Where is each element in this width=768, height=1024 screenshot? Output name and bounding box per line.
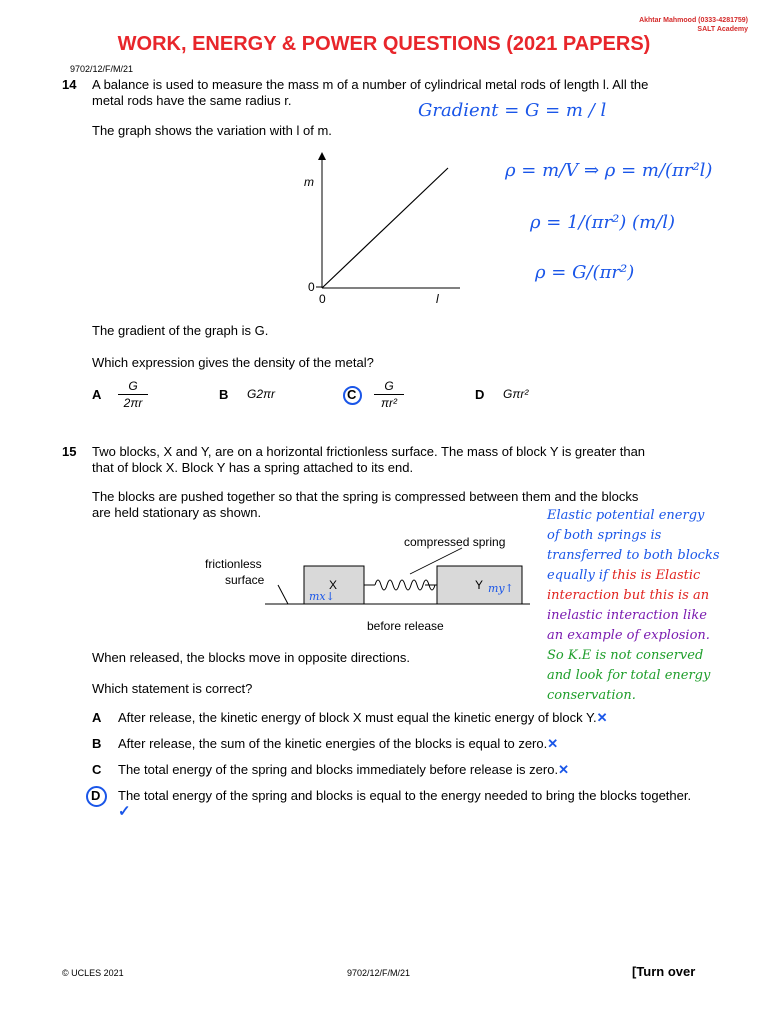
q15-line-2: that of block X. Block Y has a spring attached to its end. bbox=[92, 460, 414, 475]
cross-mark-b: ✕ bbox=[547, 736, 559, 751]
handwritten-notes bbox=[547, 506, 762, 706]
note-blue-2: of both springs is bbox=[547, 528, 662, 543]
hw-mass-x: mx↓ bbox=[309, 590, 335, 603]
surface-label-2: surface bbox=[225, 573, 265, 587]
hw-mass-y: my↑ bbox=[488, 582, 514, 595]
spring-label: compressed spring bbox=[404, 535, 506, 549]
question-14-stem bbox=[92, 77, 712, 109]
q15-option-d: The total energy of the spring and blocks is equal to the energy needed to bring the blocks together. ✓ bbox=[118, 788, 692, 820]
note-blue-4: equally if bbox=[547, 568, 608, 583]
note-green-3: conservation. bbox=[547, 688, 636, 703]
y-axis-arrow bbox=[318, 152, 326, 160]
q15-line-4: are held stationary as shown. bbox=[92, 505, 262, 520]
block-y-label: Y bbox=[475, 578, 484, 592]
y-axis-label: m bbox=[304, 175, 314, 189]
hw-density-2: ρ = 1/(πr²) (m/l) bbox=[530, 212, 675, 233]
q15-option-d-letter: D bbox=[91, 788, 101, 803]
q15-option-b: After release, the sum of the kinetic energies of the blocks is equal to zero.✕ bbox=[118, 736, 559, 751]
q14-option-d-letter: D bbox=[475, 387, 485, 402]
note-blue-1: Elastic potential energy bbox=[547, 508, 705, 523]
page-title: WORK, ENERGY & POWER QUESTIONS (2021 PAPERS) bbox=[117, 33, 651, 55]
question-14-number: 14 bbox=[62, 77, 77, 92]
q14-option-a-letter: A bbox=[92, 387, 102, 402]
q15-option-a-letter: A bbox=[92, 710, 102, 725]
q14-line-1: A balance is used to measure the mass m of a number of cylindrical metal rods of length l. All the bbox=[92, 77, 649, 92]
note-purple-1: inelastic interaction like bbox=[547, 608, 707, 623]
q14-option-d: Gπr² bbox=[503, 387, 529, 401]
note-red-2: interaction but this is an bbox=[547, 588, 710, 603]
note-green-1: So K.E is not conserved bbox=[547, 648, 704, 663]
q14-option-a: G 2πr bbox=[118, 379, 148, 410]
mass-length-graph bbox=[290, 150, 470, 310]
cross-mark-c: ✕ bbox=[558, 762, 569, 777]
author-credit bbox=[639, 16, 748, 34]
hw-gradient: Gradient = G = m / l bbox=[418, 100, 607, 121]
surface-label-1: frictionless bbox=[205, 557, 262, 571]
footer-code: 9702/12/F/M/21 bbox=[347, 968, 411, 978]
q14-graph-intro: The graph shows the variation with l of m. bbox=[92, 123, 332, 138]
author-line: Akhtar Mahmood (0333-4281759) bbox=[639, 17, 748, 24]
blocks-spring-diagram bbox=[200, 530, 540, 640]
q15-question: Which statement is correct? bbox=[92, 681, 253, 696]
y-origin-label: 0 bbox=[308, 280, 315, 294]
q14-option-c-letter: C bbox=[347, 387, 357, 402]
footer-turn-over: [Turn over bbox=[632, 964, 696, 979]
data-line bbox=[322, 168, 448, 288]
academy-name: SALT Academy bbox=[697, 26, 748, 33]
q15-option-b-letter: B bbox=[92, 736, 102, 751]
paper-reference: 9702/12/F/M/21 bbox=[70, 64, 134, 74]
q15-option-c-letter: C bbox=[92, 762, 102, 777]
surface-pointer bbox=[278, 585, 288, 604]
q15-option-a: After release, the kinetic energy of block X must equal the kinetic energy of block Y.✕ bbox=[118, 710, 608, 725]
note-green-2: and look for total energy bbox=[547, 668, 711, 683]
tick-mark-d: ✓ bbox=[118, 803, 131, 820]
note-blue-3: transferred to both blocks bbox=[547, 548, 720, 563]
q14-gradient-text: The gradient of the graph is G. bbox=[92, 323, 269, 338]
q14-line-2: metal rods have the same radius r. bbox=[92, 93, 292, 108]
q15-option-c: The total energy of the spring and blocks immediately before release is zero.✕ bbox=[118, 762, 569, 777]
diagram-caption: before release bbox=[367, 619, 444, 633]
footer-copyright: © UCLES 2021 bbox=[62, 968, 124, 978]
x-axis-label: l bbox=[436, 292, 439, 306]
q15-line-3: The blocks are pushed together so that the spring is compressed between them and the blocks bbox=[92, 489, 639, 504]
q15-released-text: When released, the blocks move in opposite directions. bbox=[92, 650, 410, 665]
q14-option-b-letter: B bbox=[219, 387, 229, 402]
q14-question: Which expression gives the density of the metal? bbox=[92, 355, 374, 370]
cross-mark-a: ✕ bbox=[596, 710, 608, 725]
x-origin-label: 0 bbox=[319, 292, 326, 306]
note-red-1: this is Elastic bbox=[612, 568, 701, 583]
hw-density-1: ρ = m/V ⇒ ρ = m/(πr²l) bbox=[505, 160, 713, 181]
question-15-stem bbox=[92, 444, 712, 476]
note-purple-2: an example of explosion. bbox=[547, 628, 710, 643]
question-15-number: 15 bbox=[62, 444, 77, 459]
hw-density-3: ρ = G/(πr²) bbox=[535, 262, 635, 283]
q14-option-c: G πr² bbox=[374, 379, 404, 410]
block-x-label: X bbox=[329, 578, 338, 592]
q14-option-b: G2πr bbox=[247, 387, 276, 401]
q15-line-1: Two blocks, X and Y, are on a horizontal frictionless surface. The mass of block Y is greater than bbox=[92, 444, 646, 459]
